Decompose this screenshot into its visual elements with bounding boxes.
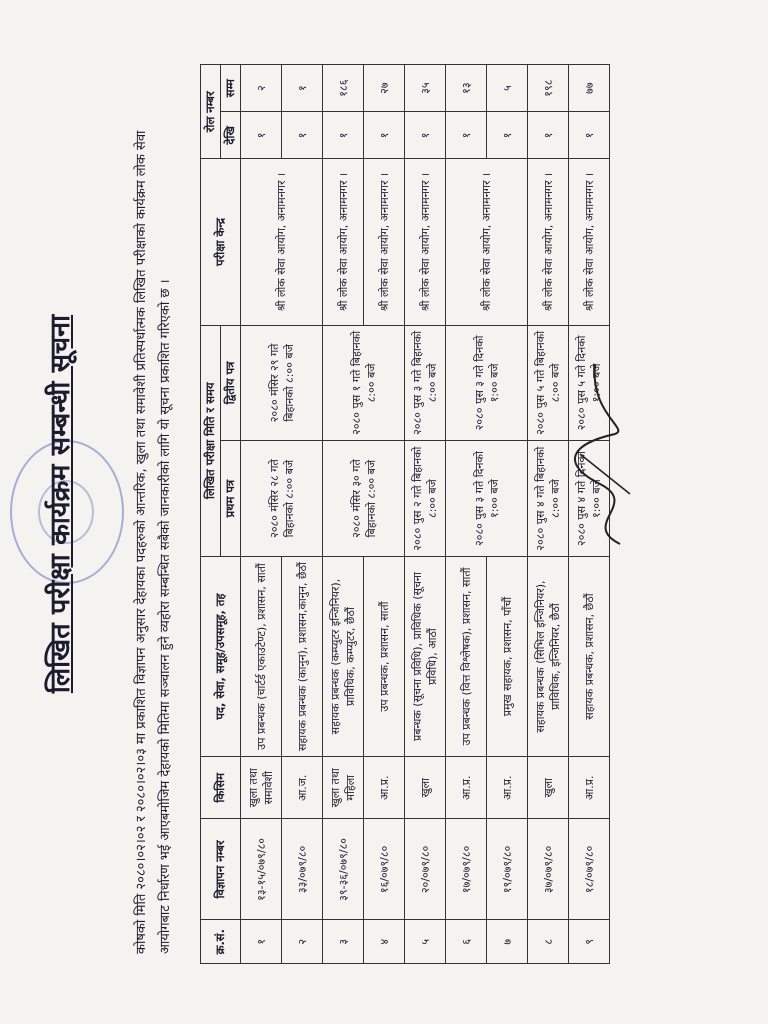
cell-center: श्री लोक सेवा आयोग, अनामनगर । [528,159,569,325]
header-roll-to: सम्म [221,65,241,112]
cell-type: खुला [528,757,569,819]
cell-sn: ८ [528,920,569,964]
cell-paper2: २०८० पुस ५ गते बिहानको ८:०० बजे [528,325,569,441]
cell-roll-to: ७७ [569,65,610,112]
cell-paper1: २०८० पुस ४ गते बिहानको ८:०० बजे [528,441,569,557]
cell-roll-from: १ [405,112,446,159]
cell-roll-to: २ [241,65,282,112]
cell-paper1: २०८० मंसिर २८ गते बिहानको ८:०० बजे [241,441,323,557]
cell-roll-to: १३ [446,65,487,112]
cell-roll-to: ५ [487,65,528,112]
cell-type: आ.प्र. [364,757,405,819]
cell-type: खुला तथा समावेशी [241,757,282,819]
cell-adv: ३३/०७९/८० [282,819,323,920]
cell-roll-to: १८६ [323,65,364,112]
cell-paper1: २०८० पुस ३ गते दिनको १:०० बजे [446,441,528,557]
cell-adv: ३९-३६/०७९/८० [323,819,364,920]
intro-line: आयोगबाट निर्धारण भई आएबमोजिम देहायको मितिमा सञ्चालन हुने व्यहोरा सम्बन्धित सबैको जानकारीको लागि यो सूचना प्रकाशित गरिएको छ । [158,279,173,954]
cell-paper1: २०८० मंसिर ३० गते बिहानको ८:०० बजे [323,441,405,557]
cell-roll-to: १ [282,65,323,112]
cell-post: सहायक प्रबन्धक (कानुन), प्रशासन,कानुन, छैठौं [282,556,323,756]
cell-type: आ.प्र. [446,757,487,819]
cell-paper2: २०८० पुस १ गते बिहानको ८:०० बजे [323,325,405,441]
table-row [405,65,446,964]
cell-roll-from: १ [323,112,364,159]
cell-center: श्री लोक सेवा आयोग, अनामनगर । [364,159,405,325]
header-center: परीक्षा केन्द्र [201,159,241,325]
intro-paragraph [130,64,178,954]
cell-paper2: २०८० पुस ५ गते दिनको १:०० बजे [569,325,610,441]
cell-type: खुला [405,757,446,819]
cell-paper2: २०८० मंसिर २९ गते बिहानको ८:०० बजे [241,325,323,441]
header-adv-no: विज्ञापन नम्बर [201,819,241,920]
cell-roll-from: १ [282,112,323,159]
cell-center: श्री लोक सेवा आयोग, अनामनगर । [569,159,610,325]
cell-adv: १६/०७९/८० [364,819,405,920]
cell-adv: १९/०७९/८० [487,819,528,920]
cell-roll-from: १ [487,112,528,159]
header-post: पद, सेवा, समूह/उपसमूह, तह [201,556,241,756]
header-type: किसिम [201,757,241,819]
cell-post: उप प्रबन्धक (चार्टर्ड एकाउटेण्ट), प्रशासन, सातौं [241,556,282,756]
cell-center: श्री लोक सेवा आयोग, अनामनगर । [323,159,364,325]
cell-paper2: २०८० पुस ३ गते दिनको १:०० बजे [446,325,528,441]
cell-roll-to: १९८ [528,65,569,112]
signature-mark [560,354,650,554]
cell-adv: १८/०७९/८० [569,819,610,920]
cell-type: आ.प्र. [569,757,610,819]
header-paper1: प्रथम पत्र [221,441,241,557]
cell-post: प्रमुख सहायक, प्रशासन, पाँचौं [487,556,528,756]
cell-sn: ९ [569,920,610,964]
cell-adv: १३-१५/०७९/८० [241,819,282,920]
cell-post: उप प्रबन्धक, प्रशासन, सातौं [364,556,405,756]
intro-line: कोषको मिति २०८०।०२।०२ र २०८०।०२।०३ मा प्रकाशित विज्ञापन अनुसार देहायका पदहरुको आन्तरिक, खुला तथा समावेशी प्रतिस्पर्धात्मक लिखित परीक्षाको कार्यक्रम लोक सेवा [134,130,149,954]
cell-paper1: २०८० पुस २ गते बिहानको ८:०० बजे [405,441,446,557]
header-sn: क्र.सं. [201,920,241,964]
cell-center: श्री लोक सेवा आयोग, अनामनगर । [241,159,323,325]
cell-post: उप प्रबन्धक (वित्त विश्लेषक), प्रशासन, सातौं [446,556,487,756]
cell-type: आ.प्र. [487,757,528,819]
cell-roll-to: २७ [364,65,405,112]
header-roll-from: देखि [221,112,241,159]
cell-roll-from: १ [364,112,405,159]
cell-sn: ३ [323,920,364,964]
cell-sn: ५ [405,920,446,964]
cell-roll-from: १ [446,112,487,159]
cell-adv: २०/०७९/८० [405,819,446,920]
cell-post: सहायक प्रबन्धक (सिभिल इन्जिनियर), प्राविधिक, इन्जिनियर, छैठौं [528,556,569,756]
cell-adv: ३७/०७९/८० [528,819,569,920]
cell-sn: १ [241,920,282,964]
page-title: लिखित परीक्षा कार्यक्रम सम्बन्धी सूचना [45,314,76,694]
table-row [446,65,487,964]
cell-center: श्री लोक सेवा आयोग, अनामनगर । [405,159,446,325]
cell-paper2: २०८० पुस ३ गते बिहानको ८:०० बजे [405,325,446,441]
cell-post: सहायक प्रबन्धक (कम्प्युटर इन्जिनियर), प्राविधिक, कम्प्युटर, छैठौं [323,556,364,756]
header-paper2: द्वितीय पत्र [221,325,241,441]
cell-roll-from: १ [528,112,569,159]
cell-roll-from: १ [241,112,282,159]
cell-paper1: २०८० पुस ४ गते दिनको १:०० बजे [569,441,610,557]
cell-post: सहायक प्रबन्धक, प्रशासन, छैठौं [569,556,610,756]
cell-roll-from: १ [569,112,610,159]
table-row [241,65,282,964]
cell-center: श्री लोक सेवा आयोग, अनामनगर । [446,159,528,325]
cell-sn: ६ [446,920,487,964]
header-roll: रोल नम्बर [201,65,221,160]
cell-sn: ७ [487,920,528,964]
cell-roll-to: ३५ [405,65,446,112]
cell-adv: १७/०७९/८० [446,819,487,920]
table-row [323,65,364,964]
exam-schedule-table [200,64,610,964]
cell-post: प्रबन्धक (सूचना प्रविधि), प्राविधिक (सूचना प्रविधि), आठौं [405,556,446,756]
cell-type: खुला तथा महिला [323,757,364,819]
header-exam-date: लिखित परीक्षा मिति र समय [201,325,221,556]
cell-sn: २ [282,920,323,964]
cell-sn: ४ [364,920,405,964]
cell-type: आ.ज. [282,757,323,819]
